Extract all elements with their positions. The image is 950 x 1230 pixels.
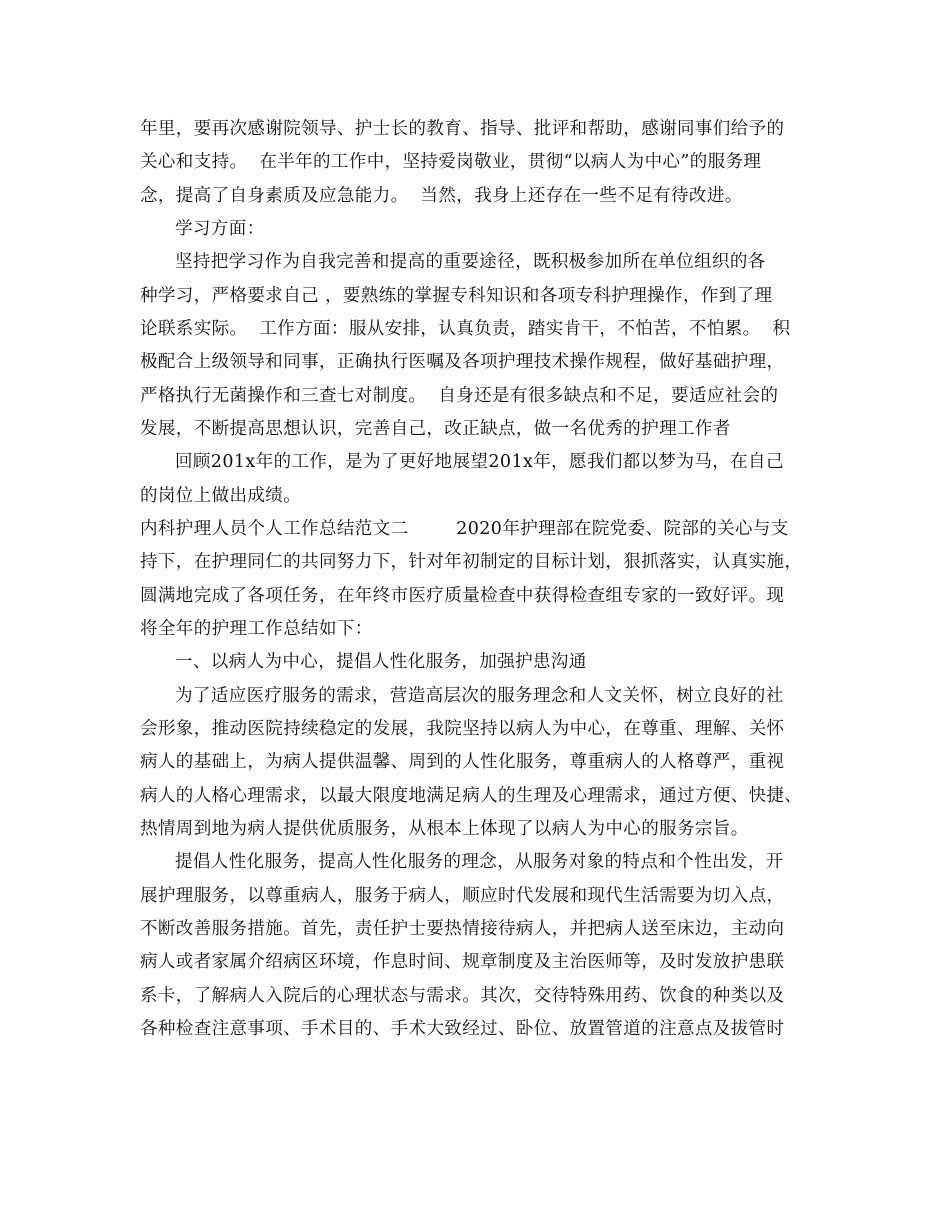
text-line: 病人的基础上，为病人提供温馨、周到的人性化服务，尊重病人的人格尊严，重视 <box>140 752 785 772</box>
text-line: 严格执行无菌操作和三查七对制度。 自身还是有很多缺点和不足，要适应社会的 <box>140 386 779 406</box>
text-line: 关心和支持。 在半年的工作中，坚持爱岗敬业，贯彻“以病人为中心”的服务理 <box>140 152 762 172</box>
text-line: 极配合上级领导和同事，正确执行医嘱及各项护理技术操作规程，做好基础护理， <box>140 352 785 372</box>
article-title-line: 内科护理人员个人工作总结范文二 2020年护理部在院党委、院部的关心与支 <box>140 519 789 539</box>
text-line: 为了适应医疗服务的需求，营造高层次的服务理念和人文关怀，树立良好的社 <box>175 686 784 706</box>
text-line: 提倡人性化服务，提高人性化服务的理念，从服务对象的特点和个性出发，开 <box>175 852 784 872</box>
text-line: 不断改善服务措施。首先，责任护士要热情接待病人，并把病人送至床边，主动向 <box>140 919 785 939</box>
text-line: 将全年的护理工作总结如下： <box>140 619 373 639</box>
text-line: 圆满地完成了各项任务，在年终市医疗质量检查中获得检查组专家的一致好评。现 <box>140 586 785 606</box>
section-heading-patient-centered: 一、以病人为中心，提倡人性化服务，加强护患沟通 <box>175 652 587 672</box>
text-line: 种学习，严格要求自己 ，要熟练的掌握专科知识和各项专科护理操作，作到了理 <box>140 286 773 306</box>
text-line: 回顾201x年的工作，是为了更好地展望201x年，愿我们都以梦为马，在自己 <box>175 452 784 472</box>
text-line: 各种检查注意事项、手术目的、手术大致经过、卧位、放置管道的注意点及拔管时 <box>140 1019 785 1039</box>
text-line: 论联系实际。 工作方面：服从安排，认真负责，踏实肯干，不怕苦，不怕累。 积 <box>140 319 791 339</box>
text-line: 念，提高了自身素质及应急能力。 当然，我身上还存在一些不足有待改进。 <box>140 186 743 206</box>
text-line: 的岗位上做出成绩。 <box>140 486 302 506</box>
text-line: 发展，不断提高思想认识，完善自己，改正缺点，做一名优秀的护理工作者 <box>140 419 731 439</box>
text-line: 年里，要再次感谢院领导、护士长的教育、指导、批评和帮助，感谢同事们给予的 <box>140 119 785 139</box>
text-line: 病人的人格心理需求，以最大限度地满足病人的生理及心理需求，通过方便、快捷、 <box>140 786 803 806</box>
text-line: 坚持把学习作为自我完善和提高的重要途径，既积极参加所在单位组织的各 <box>175 252 766 272</box>
section-heading-study: 学习方面： <box>175 219 265 239</box>
text-line: 病人或者家属介绍病区环境，作息时间、规章制度及主治医师等，及时发放护患联 <box>140 952 785 972</box>
text-line: 热情周到地为病人提供优质服务，从根本上体现了以病人为中心的服务宗旨。 <box>140 819 749 839</box>
text-line: 系卡，了解病人入院后的心理状态与需求。其次，交待特殊用药、饮食的种类以及 <box>140 986 785 1006</box>
text-line: 会形象，推动医院持续稳定的发展，我院坚持以病人为中心，在尊重、理解、关怀 <box>140 719 785 739</box>
text-line: 展护理服务，以尊重病人，服务于病人，顺应时代发展和现代生活需要为切入点， <box>140 886 785 906</box>
text-line: 持下，在护理同仁的共同努力下，针对年初制定的目标计划，狠抓落实，认真实施， <box>140 552 803 572</box>
